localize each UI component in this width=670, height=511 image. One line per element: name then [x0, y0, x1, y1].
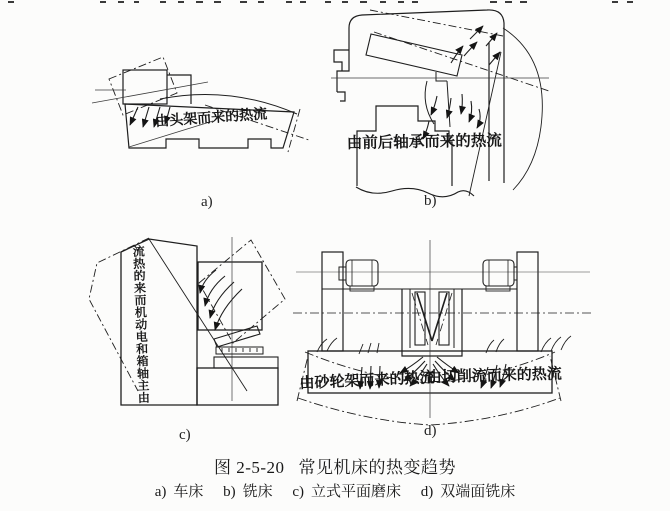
legend-item: d) 双端面铣床: [420, 484, 516, 500]
left-motor: [339, 260, 378, 291]
machine-base: [197, 368, 278, 405]
deformed-top-dashline: [370, 10, 503, 36]
tilted-axis-dashline: [374, 32, 549, 91]
tilted-cutters: [417, 293, 447, 341]
legend-item: a) 车床: [154, 484, 204, 500]
right-motor: [483, 260, 517, 291]
legend-item: b) 铣床: [223, 484, 273, 500]
deformed-bed-lower-arc: [298, 398, 560, 425]
panel-d-marker: d): [424, 423, 437, 439]
figure-legend: [0, 480, 670, 501]
milling-head-outline: [337, 10, 504, 183]
panel-d-annotation-right: 由切削流而来的热流: [426, 366, 562, 387]
panel-b-marker: b): [424, 193, 437, 209]
panel-c-marker: c): [179, 427, 191, 443]
grinding-wheel: [214, 326, 260, 347]
magnetic-table: [216, 347, 263, 354]
panel-a-annotation: 由头架而来的热流: [154, 107, 268, 131]
ram-outline: [366, 34, 462, 76]
panel-a-lathe-drawing: [92, 57, 309, 152]
cutter-housing: [402, 289, 462, 356]
panel-d-annotation-left: 由砂轮架而来的热流: [299, 370, 435, 393]
panel-b-annotation: 由前后轴承而来的热流: [346, 132, 502, 153]
legend-item: c) 立式平面磨床: [292, 484, 402, 500]
deformed-head-dashrect: [199, 240, 285, 343]
figure-title: 常见机床的热变趋势: [298, 458, 457, 477]
table: [214, 357, 278, 368]
deformed-column-curve: [503, 28, 542, 190]
break-line: [356, 187, 474, 197]
right-column: [517, 252, 538, 351]
spindle-head-box: [198, 262, 262, 330]
panel-a-marker: a): [201, 194, 213, 210]
figure-caption: [0, 453, 670, 478]
panel-d-double-end-mill-drawing: [293, 240, 592, 425]
panel-c-annotation-vertical: 流热的来而机动电和箱轴主由: [131, 244, 151, 404]
figure-number: 图 2-5-20: [213, 458, 285, 477]
panel-c-grinder-drawing: [89, 237, 285, 405]
heat-flow-arrows-b-upper: [451, 26, 500, 65]
panel-b-milling-drawing: [331, 10, 549, 197]
